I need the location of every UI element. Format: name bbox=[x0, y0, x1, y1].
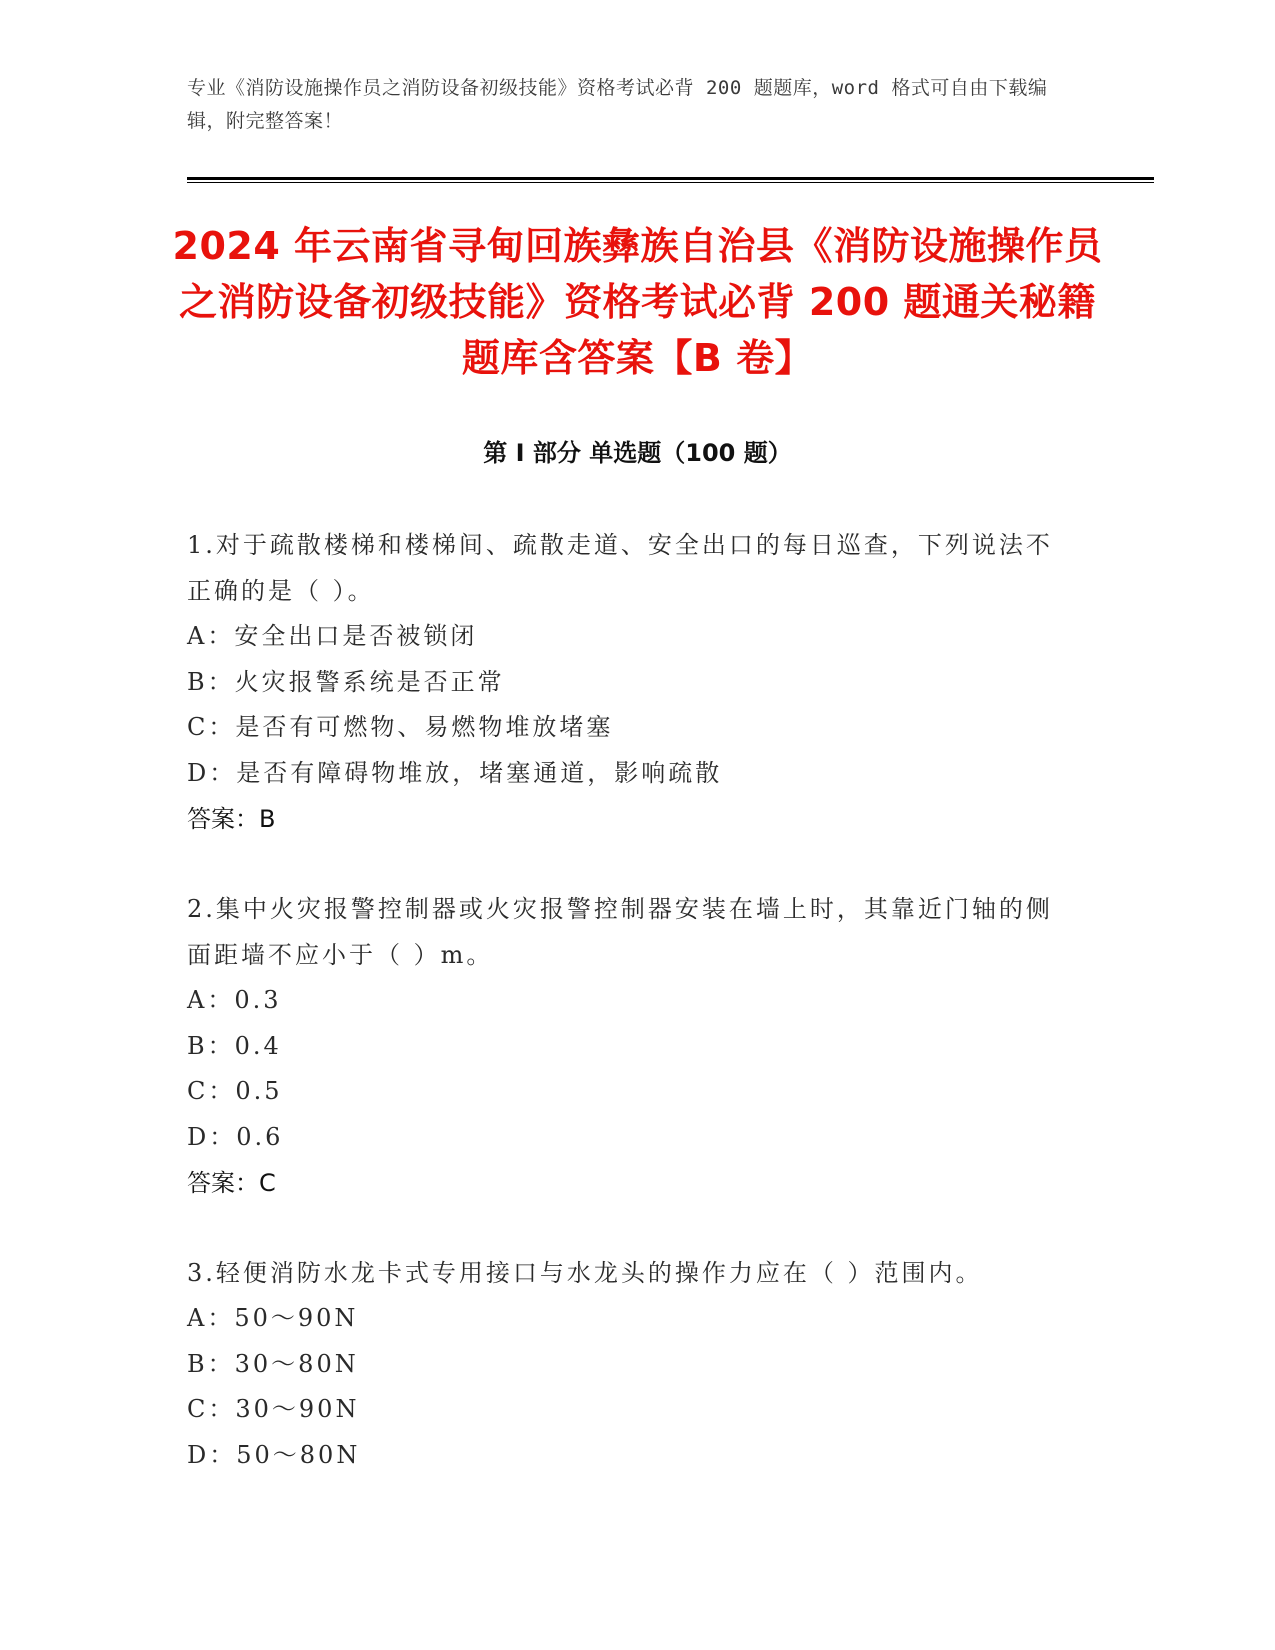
option-b: B：30～80N bbox=[187, 1349, 359, 1378]
option-d: D：0.6 bbox=[187, 1122, 284, 1151]
answer-line: 答案：B bbox=[187, 805, 276, 833]
header-divider-thin bbox=[187, 182, 1154, 183]
section-heading: 第 I 部分 单选题（100 题） bbox=[483, 439, 792, 467]
option-a: A：安全出口是否被锁闭 bbox=[187, 622, 478, 650]
option-a: A：50～90N bbox=[187, 1304, 359, 1332]
option-a: A：0.3 bbox=[187, 986, 282, 1014]
option-c: C：0.5 bbox=[187, 1077, 283, 1105]
option-d: D：50～80N bbox=[187, 1440, 361, 1469]
header-divider-thick bbox=[187, 177, 1154, 180]
document-title: 2024 年云南省寻甸回族彝族自治县《消防设施操作员之消防设备初级技能》资格考试必背 200 题通关秘籍题库含答案【B 卷】 bbox=[172, 224, 1103, 380]
answer-line: 答案：C bbox=[187, 1169, 276, 1197]
option-c: C：是否有可燃物、易燃物堆放堵塞 bbox=[187, 713, 614, 741]
question-1 bbox=[187, 522, 1067, 842]
header-note: 专业《消防设施操作员之消防设备初级技能》资格考试必背 200 题题库，word 格式可自由下载编辑，附完整答案！ bbox=[187, 77, 1048, 132]
option-d: D：是否有障碍物堆放，堵塞通道，影响疏散 bbox=[187, 758, 723, 787]
question-stem: 3.轻便消防水龙卡式专用接口与水龙头的操作力应在（ ）范围内。 bbox=[187, 1259, 983, 1287]
question-2 bbox=[187, 886, 1067, 1206]
question-list bbox=[187, 522, 1067, 1522]
question-3 bbox=[187, 1250, 1067, 1478]
option-c: C：30～90N bbox=[187, 1395, 360, 1423]
question-stem: 2.集中火灾报警控制器或火灾报警控制器安装在墙上时，其靠近门轴的侧面距墙不应小于（ ）m。 bbox=[187, 895, 1053, 969]
question-stem: 1.对于疏散楼梯和楼梯间、疏散走道、安全出口的每日巡查，下列说法不正确的是（ ）。 bbox=[187, 531, 1053, 605]
option-b: B：火灾报警系统是否正常 bbox=[187, 667, 505, 696]
option-b: B：0.4 bbox=[187, 1031, 282, 1060]
